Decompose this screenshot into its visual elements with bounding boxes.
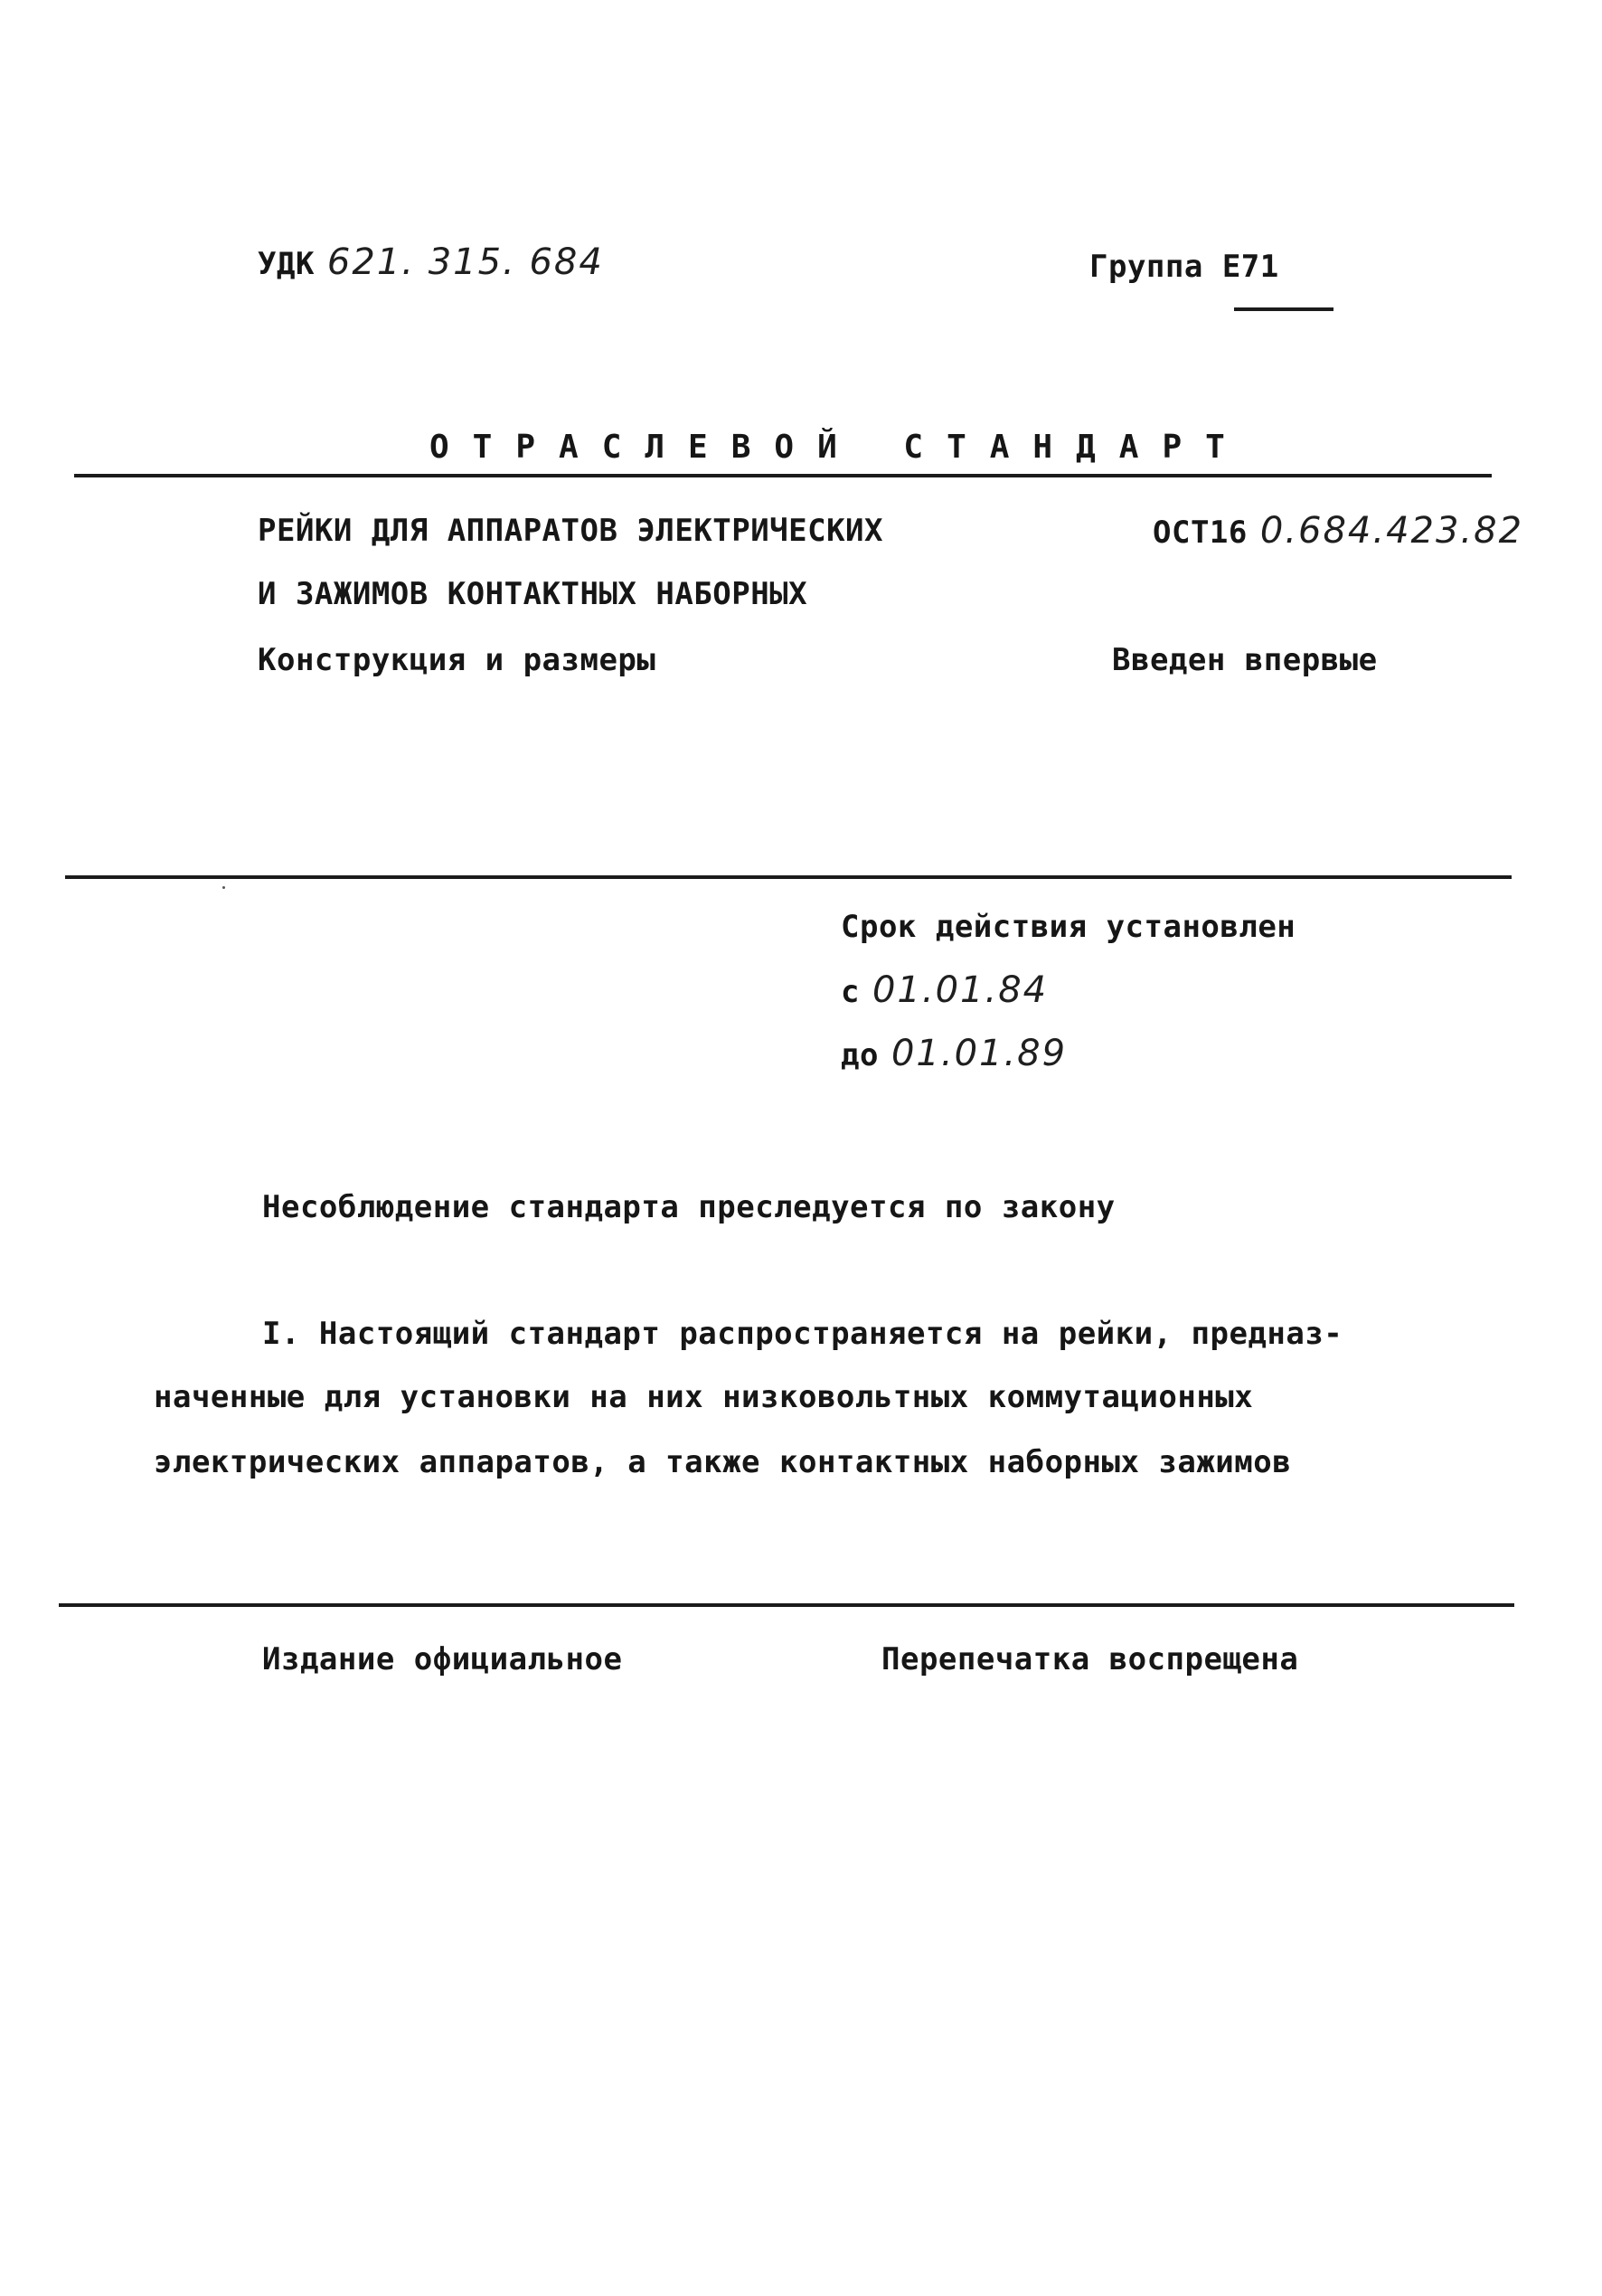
legal-notice: Несоблюдение стандарта преследуется по закону (262, 1189, 1116, 1225)
group-label: Группа (1089, 249, 1203, 285)
banner-rule (74, 474, 1492, 477)
body-line-1: I. Настоящий стандарт распространяется на рейки, предназ- (262, 1316, 1343, 1352)
title-block-rule (65, 875, 1512, 879)
title-line-3: Конструкция и размеры (258, 642, 656, 678)
body-line-2: наченные для установки на них низковольтных коммутационных (154, 1379, 1254, 1415)
udk-label: УДК (258, 246, 315, 282)
body-line-3: электрических аппаратов, а также контактных наборных зажимов (154, 1444, 1292, 1480)
title-line-1: РЕЙКИ ДЛЯ АППАРАТОВ ЭЛЕКТРИЧЕСКИХ (258, 513, 884, 549)
validity-to (841, 1035, 1067, 1073)
validity-from-label: с (841, 974, 860, 1010)
validity-to-label: до (841, 1037, 879, 1073)
edition-note: Издание официальное (262, 1641, 623, 1677)
ost-line (1153, 510, 1524, 552)
scan-speck (222, 886, 225, 889)
footer-rule (59, 1603, 1514, 1607)
validity-from-value: 01.01.84 (872, 969, 1049, 1011)
validity-to-value: 01.01.89 (891, 1033, 1068, 1074)
udk-value: 621. 315. 684 (326, 241, 604, 283)
ost-label: ОСТ16 (1153, 515, 1248, 551)
banner-title: ОТРАСЛЕВОЙ СТАНДАРТ (429, 429, 1249, 466)
validity-heading: Срок действия установлен (841, 909, 1296, 945)
group-value: Е71 (1221, 249, 1279, 285)
reprint-note: Перепечатка воспрещена (881, 1641, 1299, 1677)
group-line (1089, 249, 1279, 285)
group-underline (1234, 307, 1333, 311)
udk-line (258, 241, 604, 283)
title-line-2: И ЗАЖИМОВ КОНТАКТНЫХ НАБОРНЫХ (258, 576, 808, 612)
validity-from (841, 969, 1049, 1011)
status-text: Введен впервые (1112, 642, 1378, 678)
ost-value: 0.684.423.82 (1259, 510, 1524, 552)
